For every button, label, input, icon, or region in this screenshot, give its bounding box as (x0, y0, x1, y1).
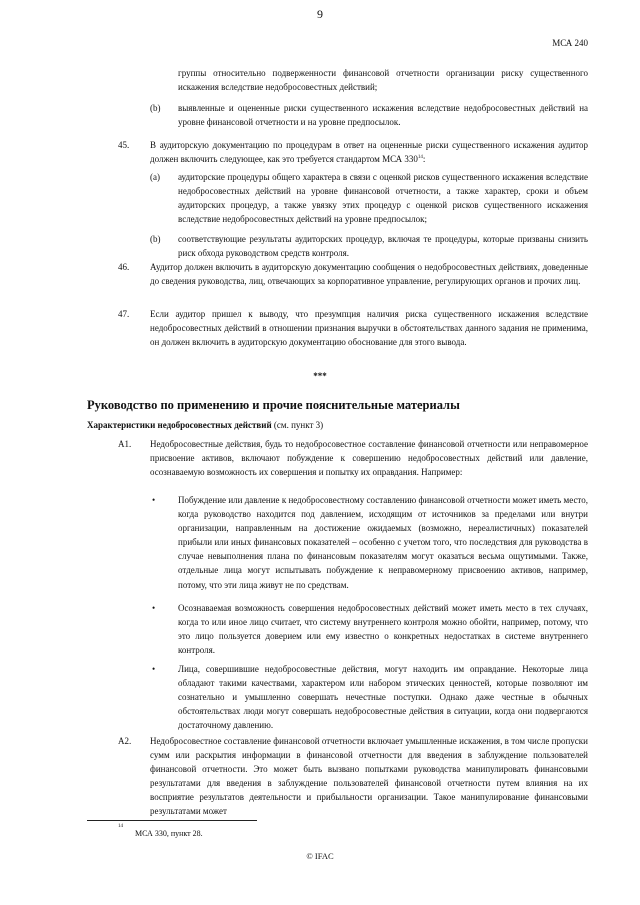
paragraph-46-text: Аудитор должен включить в аудиторскую документацию сообщения о недобросовестных действиях, доведенные до сведения руководства, лиц, отвечающих за корпоративное управление, регулирующих органов и прочих лиц. (150, 262, 588, 287)
bullet-text-1: Побуждение или давление к недобросовестному составлению финансовой отчетности может иметь место, когда руководство находится под давлением, исходящим от источников за пределами или внутри организации, направленным на достижение ожидаемых (возможно, нереалистичных) показателей прибыли или иных финансовых показателей – особенно с учетом того, что последствия для руководства в случае невыполнения плана по финансовым показателям могут оказаться весьма ощутимыми. Также, отдельные лица могут испытывать побуждение к неправомерному присвоению активов, например, потому, что эти лица живут не по средствам. (178, 495, 588, 590)
footnote-divider (87, 820, 257, 821)
item-label-b: (b) (150, 103, 161, 113)
bullet-icon: • (152, 495, 156, 505)
footnote-text: МСА 330, пункт 28. (135, 829, 203, 838)
standard-reference: МСА 240 (552, 38, 588, 48)
copyright: © IFAC (306, 851, 334, 861)
paragraph-number-47: 47. (118, 309, 130, 319)
item-text-45b: соответствующие результаты аудиторских процедур, включая те процедуры, которые призваны снизить риск обхода руководством средств контроля. (178, 234, 588, 259)
footnote-ref-14: 14 (417, 155, 423, 161)
item-label-45a: (a) (150, 172, 160, 182)
continuation-text: группы относительно подверженности финансовой отчетности организации риску существенного искажения вследствие недобросовестных действий; (178, 68, 588, 93)
bullet-icon: • (152, 603, 156, 613)
bullet-text-3: Лица, совершившие недобросовестные действия, могут находить им оправдание. Некоторые лица обладают такими качествами, характером или набором этических ценностей, которые позволяют им сознательно и умышленно совершать нечестные поступки. Однако даже честные в обычных обстоятельствах люди могут совершать недобросовестные действия в ситуации, когда они подвергаются достаточному давлению. (178, 664, 588, 731)
section-separator: *** (313, 371, 327, 381)
paragraph-a1-text: Недобросовестные действия, будь то недобросовестное составление финансовой отчетности или неправомерное присвоение активов, включают побуждение к совершению недобросовестных действий или давление, осознаваемую возможность их совершения и попытку их оправдания. Например: (150, 439, 588, 478)
paragraph-number-a1: A1. (118, 439, 132, 449)
paragraph-number-a2: A2. (118, 736, 132, 746)
item-text-b: выявленные и оцененные риски существенного искажения вследствие недобросовестных действий на уровне финансовой отчетности и на уровне предпосылок. (178, 103, 588, 128)
item-label-45b: (b) (150, 234, 161, 244)
section-title: Руководство по применению и прочие пояснительные материалы (87, 398, 460, 412)
bullet-icon: • (152, 664, 156, 674)
paragraph-number-46: 46. (118, 262, 130, 272)
paragraph-a2-text: Недобросовестное составление финансовой отчетности включает умышленные искажения, в том числе пропуски сумм или раскрытия информации в финансовой отчетности для введения в заблуждение пользователей финансовой отчетности. Это может быть вызвано попытками руководства манипулировать финансовыми результатами для введения в заблуждение пользователей финансовой отчетности путем влияния на их восприятие результатов деятельности и прибыльности организации. Такое манипулирование финансовыми результатами может (150, 736, 588, 817)
page-number: 9 (317, 7, 323, 21)
item-text-45a: аудиторские процедуры общего характера в связи с оценкой рисков существенного искажения вследствие недобросовестных действий на уровне финансовой отчетности, а также характер, сроки и объем аудиторских процедур, а также увязку этих процедур с оценкой рисков существенного искажения вследствие недобросовестных действий на уровне предпосылок; (178, 172, 588, 225)
paragraph-47-text: Если аудитор пришел к выводу, что презумпция наличия риска существенного искажения вследствие недобросовестных действий в отношении признания выручки в обстоятельствах данного задания не применима, он должен включить в аудиторскую документацию обоснование для этого вывода. (150, 309, 588, 348)
bullet-text-2: Осознаваемая возможность совершения недобросовестных действий может иметь место в тех случаях, когда то или иное лицо считает, что систему внутреннего контроля можно обойти, например, потому, что это лицо пользуется доверием или ему известно о конкретных недостатках в системе внутреннего контроля. (178, 603, 588, 656)
paragraph-45-intro: В аудиторскую документацию по процедурам в ответ на оцененные риски существенного искажения аудитор должен включить следующее, как это требуется стандартом МСА $330^{14}$: (150, 140, 588, 165)
footnote-marker: 14 (118, 824, 123, 829)
subsection-title: Характеристики недобросовестных действий (см. пункт 3) (87, 420, 324, 430)
paragraph-number-45: 45. (118, 140, 130, 150)
